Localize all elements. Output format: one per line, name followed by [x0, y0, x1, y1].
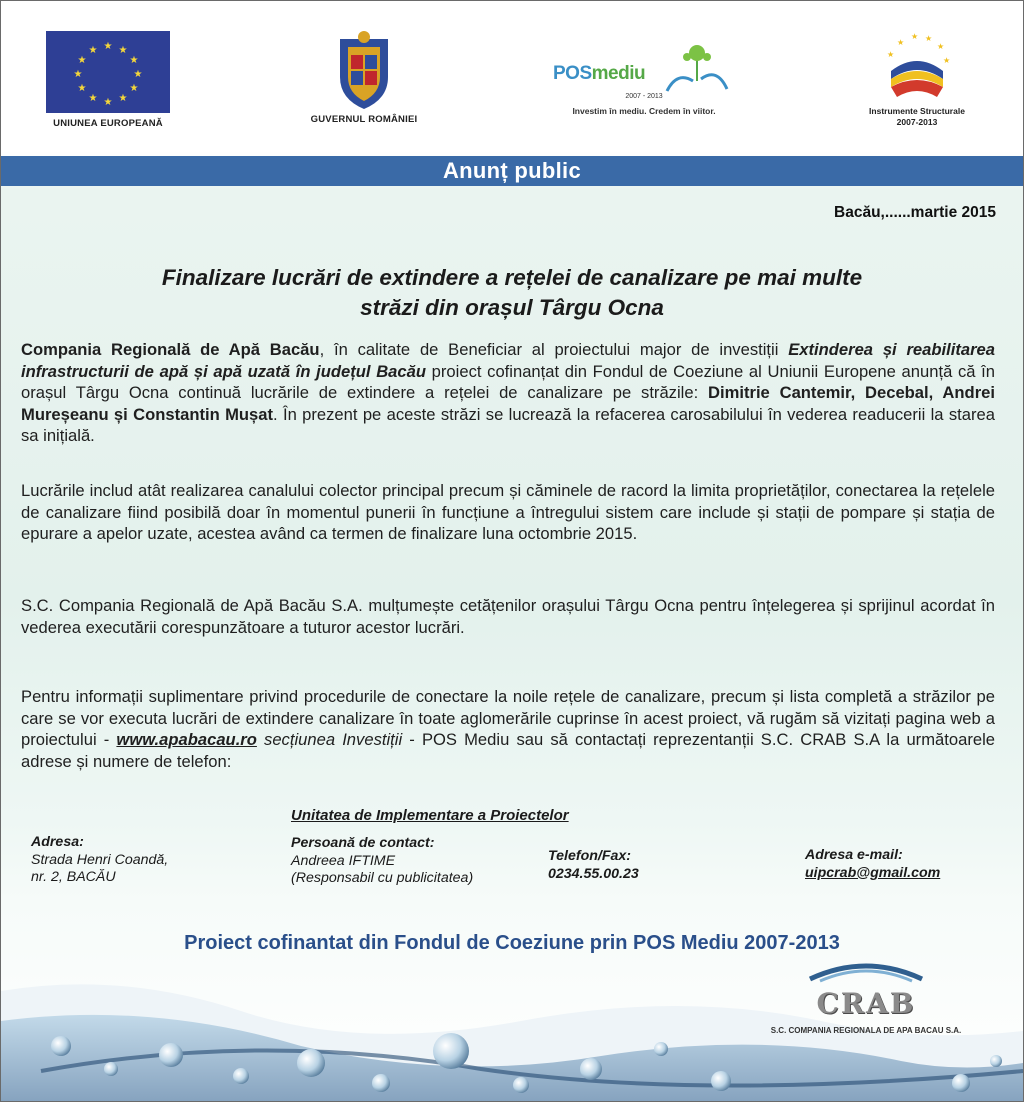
headline-line1: Finalizare lucrări de extindere a rețelei de canalizare pe mai multe — [161, 265, 863, 290]
paragraph-1: Compania Regională de Apă Bacău, în calitate de Beneficiar al proiectului major de investiții Extinderea și reabilitarea infrastructurii de apă și apă uzată în județul Bacău proiect cofinanțat din Fondul de Coeziune al Uniunii Europene anunță că în orașul Târgu Ocna continuă lucrările de extindere a rețelei de canalizare pe străzile: Dimitrie Cantemir, Decebal, Andrei Mureșeanu și Constantin Mușat. În prezent pe aceste străzi se lucrează la refacerea carosabilului în vederea readucerii la starea sa inițială. — [21, 340, 996, 445]
unit-title: Unitatea de Implementare a Proiectelor — [291, 807, 569, 824]
svg-text:★: ★ — [103, 97, 113, 108]
headline-line2: străzi din orașul Târgu Ocna — [360, 295, 664, 320]
svg-text:★: ★ — [118, 93, 128, 104]
address-line2: nr. 2, BACĂU — [31, 869, 116, 885]
svg-text:★: ★ — [77, 55, 87, 66]
instr-caption-line1: Instrumente Structurale — [869, 106, 965, 116]
paragraph-3: S.C. Compania Regională de Apă Bacău S.A. mulțumește cetățenilor orașului Târgu Ocna pentru înțelegerea și sprijinul acordat în vederea executării corespunzătoare a tuturor acestor lucrări. — [21, 596, 995, 637]
svg-text:★: ★ — [925, 34, 933, 43]
phone-label: Telefon/Fax: — [548, 848, 632, 864]
person-label: Persoană de contact: — [291, 835, 435, 851]
svg-text:★: ★ — [77, 83, 87, 94]
pos-mediu-logo — [549, 41, 739, 116]
crab-wordmark: CRAB — [816, 987, 916, 1020]
website-link[interactable]: www.apabacau.ro — [116, 730, 257, 749]
email-value[interactable]: uipcrab@gmail.com — [805, 864, 941, 881]
person-role: (Responsabil cu publicitatea) — [291, 870, 474, 886]
person-name: Andreea IFTIME — [291, 852, 396, 869]
address-line1: Strada Henri Coandă, — [31, 851, 169, 868]
svg-text:★: ★ — [943, 56, 951, 65]
eu-flag-icon — [46, 31, 170, 113]
crab-caption: S.C. COMPANIA REGIONALA DE APA BACAU S.A. — [770, 1026, 962, 1035]
svg-text:★: ★ — [103, 41, 113, 52]
email-label: Adresa e-mail: — [805, 847, 903, 863]
phone-value: 0234.55.00.23 — [548, 865, 639, 882]
structural-instruments-icon — [877, 31, 957, 101]
gov-caption: GUVERNUL ROMÂNIEI — [310, 114, 418, 125]
phone-block — [548, 848, 639, 883]
svg-text:★: ★ — [911, 32, 919, 41]
street-list: Dimitrie Cantemir, Decebal, Andrei Mureșeanu și Constantin Mușat — [21, 383, 995, 424]
structural-instruments-logo — [851, 31, 983, 128]
date-line: Bacău,......martie 2015 — [834, 204, 996, 221]
crab-wave-icon — [806, 959, 926, 983]
svg-text:★: ★ — [897, 38, 905, 47]
company-name: Compania Regională de Apă Bacău — [21, 340, 320, 359]
hands-plant-icon — [657, 41, 737, 99]
email-block — [805, 847, 940, 882]
eu-caption: UNIUNEA EUROPEANĂ — [53, 118, 163, 129]
crab-logo — [746, 959, 986, 1035]
pos-years: 2007 - 2013 — [625, 93, 663, 100]
contact-person-block — [291, 835, 473, 888]
pos-brand: POSmediu — [553, 63, 646, 84]
address-block — [31, 834, 168, 887]
headline — [41, 263, 983, 323]
svg-text:★: ★ — [129, 55, 139, 66]
instr-caption-line2: 2007-2013 — [896, 117, 938, 127]
paragraph-2: Lucrările includ atât realizarea canalului colector principal precum și căminele de racord la limita proprietăților, conectarea la rețelele de canalizare fiind posibilă doar în momentul punerii în funcțiune a întregului sistem care include și stații de pompare și stația de epurare a apelor uzate, acestea având ca termen de finalizare luna octombrie 2015. — [21, 481, 995, 543]
project-name: Extinderea și reabilitarea infrastructurii de apă și apă uzată în județul Bacău — [21, 340, 995, 381]
footer-title: Proiect cofinantat din Fondul de Coeziune prin POS Mediu 2007-2013 — [184, 932, 840, 954]
eu-logo — [45, 31, 171, 129]
coat-of-arms-icon — [334, 29, 394, 111]
svg-text:★: ★ — [887, 50, 895, 59]
svg-text:★: ★ — [133, 69, 143, 80]
address-label: Adresa: — [31, 834, 84, 850]
announcement-banner: Anunț public — [1, 156, 1023, 186]
paragraph-4: Pentru informații suplimentare privind procedurile de conectare la noile rețele de canalizare, precum și lista completă a străzilor pe care se vor executa lucrări de extindere canalizare în toate aglomerările cuprinse în acest proiect, vă rugăm să vizitați pagina web a proiectului - www.apabacau.ro secțiunea Investiții - POS Mediu sau să contactați reprezentanții S.C. CRAB S.A la următoarele adrese și numere de telefon: — [21, 687, 995, 771]
svg-text:★: ★ — [937, 42, 945, 51]
pos-slogan: Investim în mediu. Credem în viitor. — [572, 106, 716, 116]
svg-text:★: ★ — [88, 45, 98, 56]
svg-text:★: ★ — [129, 83, 139, 94]
gov-logo — [301, 29, 427, 125]
svg-text:★: ★ — [73, 69, 83, 80]
svg-text:★: ★ — [118, 45, 128, 56]
svg-text:★: ★ — [88, 93, 98, 104]
